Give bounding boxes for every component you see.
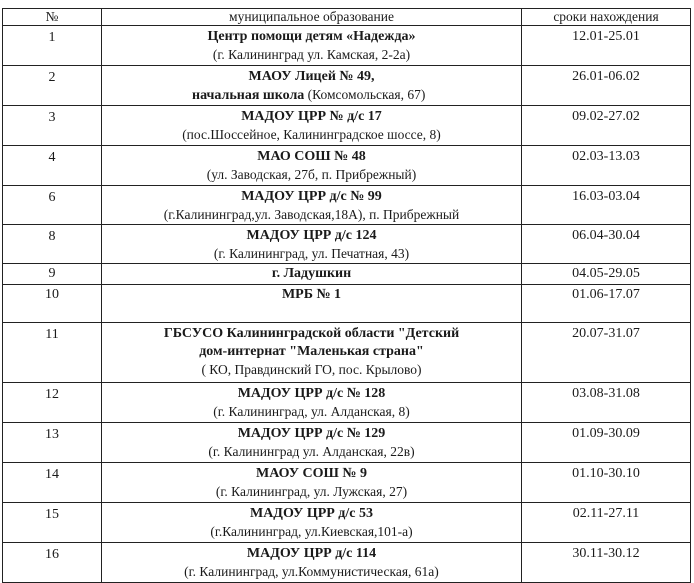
- row-organization: [102, 285, 522, 323]
- org-address: (г. Калининград, ул. Алданская, 8): [213, 404, 410, 419]
- row-number: 9: [3, 264, 102, 285]
- table-row: [3, 463, 691, 503]
- org-address: (г. Калининград, ул.Коммунистическая, 61а): [184, 564, 439, 579]
- table-row: [3, 323, 691, 383]
- org-name-line2: дом-интернат "Маленькая страна": [199, 344, 424, 359]
- org-address: (г.Калининград, ул.Киевская,101-а): [210, 524, 413, 539]
- row-number: 10: [3, 285, 102, 323]
- table-row: [3, 26, 691, 66]
- org-name: МАДОУ ЦРР № д/с 17: [241, 109, 382, 124]
- org-name: Центр помощи детям «Надежда»: [207, 29, 416, 44]
- row-period: 12.01-25.01: [522, 26, 691, 66]
- row-number: 14: [3, 463, 102, 503]
- row-organization: [102, 323, 522, 383]
- row-number: 15: [3, 503, 102, 543]
- row-period: 02.11-27.11: [522, 503, 691, 543]
- org-name: МАДОУ ЦРР д/с 53: [249, 506, 373, 521]
- row-organization: [102, 66, 522, 106]
- row-organization: [102, 383, 522, 423]
- table-row: [3, 543, 691, 583]
- org-name: г. Ладушкин: [271, 266, 352, 281]
- org-address: ( КО, Правдинский ГО, пос. Крылово): [201, 362, 422, 377]
- row-number: 4: [3, 146, 102, 186]
- row-organization: [102, 186, 522, 225]
- org-name: МАОУ СОШ № 9: [256, 466, 367, 481]
- org-name: МАОУ Лицей № 49,: [248, 69, 375, 84]
- header-organization: муниципальное образование: [102, 9, 522, 26]
- org-name-continued: начальная школа: [192, 88, 305, 103]
- org-address: (г. Калининград, ул. Лужская, 27): [215, 484, 408, 499]
- schedule-table: [2, 8, 691, 583]
- row-number: 8: [3, 225, 102, 264]
- org-name: МАО СОШ № 48: [257, 149, 366, 164]
- row-period: 16.03-03.04: [522, 186, 691, 225]
- org-name: МАДОУ ЦРР д/с 124: [246, 228, 377, 243]
- org-address: (г. Калининград ул. Камская, 2-2а): [212, 47, 411, 62]
- row-organization: [102, 225, 522, 264]
- row-period: 04.05-29.05: [522, 264, 691, 285]
- row-period: 03.08-31.08: [522, 383, 691, 423]
- row-organization: [102, 106, 522, 146]
- org-address: (г. Калининград ул. Алданская, 22в): [208, 444, 415, 459]
- row-period: 06.04-30.04: [522, 225, 691, 264]
- org-name: ГБСУСО Калининградской области "Детский: [163, 326, 460, 341]
- org-address: (Комсомольская, 67): [307, 87, 426, 102]
- row-number: 3: [3, 106, 102, 146]
- table-row: [3, 186, 691, 225]
- row-organization: [102, 26, 522, 66]
- row-period: 01.06-17.07: [522, 285, 691, 323]
- header-period: сроки нахождения: [522, 9, 691, 26]
- table-row: [3, 146, 691, 186]
- row-organization: [102, 503, 522, 543]
- org-name: МАДОУ ЦРР д/с 114: [246, 546, 377, 561]
- table-row: [3, 503, 691, 543]
- row-organization: [102, 423, 522, 463]
- row-period: 20.07-31.07: [522, 323, 691, 383]
- row-organization: [102, 543, 522, 583]
- header-row: [3, 9, 691, 26]
- org-name: МАДОУ ЦРР д/с № 128: [237, 386, 386, 401]
- row-number: 13: [3, 423, 102, 463]
- org-name: МРБ № 1: [281, 287, 342, 302]
- row-number: 12: [3, 383, 102, 423]
- org-name-line2: [102, 86, 521, 105]
- table-row: [3, 264, 691, 285]
- table-row: [3, 423, 691, 463]
- row-number: 16: [3, 543, 102, 583]
- header-number: №: [3, 9, 102, 26]
- row-period: 01.09-30.09: [522, 423, 691, 463]
- row-number: 2: [3, 66, 102, 106]
- row-period: 09.02-27.02: [522, 106, 691, 146]
- row-number: 1: [3, 26, 102, 66]
- row-period: 26.01-06.02: [522, 66, 691, 106]
- row-number: 6: [3, 186, 102, 225]
- row-organization: [102, 463, 522, 503]
- org-address: (пос.Шоссейное, Калининградское шоссе, 8): [182, 127, 441, 142]
- table-row: [3, 66, 691, 106]
- row-period: 02.03-13.03: [522, 146, 691, 186]
- org-address: (г.Калининград,ул. Заводская,18А), п. Прибрежный: [163, 207, 460, 222]
- org-name: МАДОУ ЦРР д/с № 99: [241, 189, 382, 204]
- org-address: (ул. Заводская, 27б, п. Прибрежный): [206, 167, 417, 182]
- row-number: 11: [3, 323, 102, 383]
- row-period: 01.10-30.10: [522, 463, 691, 503]
- row-organization: [102, 146, 522, 186]
- row-organization: [102, 264, 522, 285]
- org-address: (г. Калининград, ул. Печатная, 43): [213, 246, 410, 261]
- row-period: 30.11-30.12: [522, 543, 691, 583]
- table-row: [3, 285, 691, 323]
- table-row: [3, 383, 691, 423]
- table-row: [3, 106, 691, 146]
- table-row: [3, 225, 691, 264]
- org-name: МАДОУ ЦРР д/с № 129: [237, 426, 386, 441]
